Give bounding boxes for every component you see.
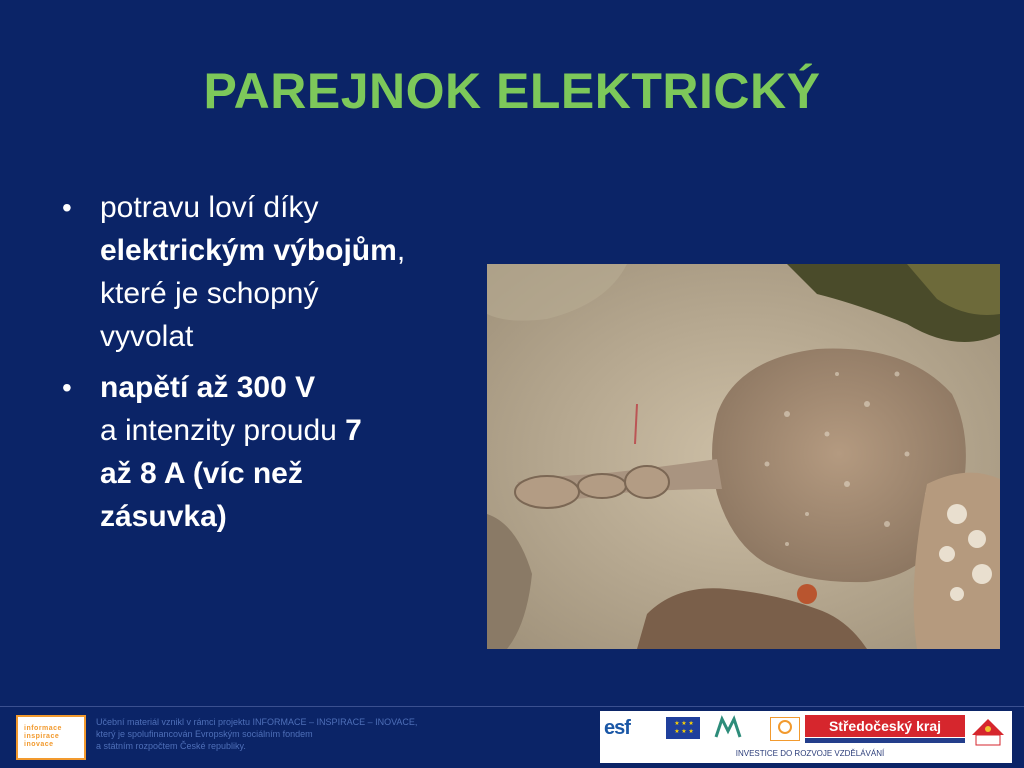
bullet-line <box>100 452 462 495</box>
slide-title: PAREJNOK ELEKTRICKÝ <box>203 63 821 119</box>
logo-word: informace <box>24 725 62 732</box>
bullet-line <box>100 409 462 452</box>
bullet-line <box>100 229 462 272</box>
bullet-text: zásuvka) <box>100 500 227 533</box>
region-banner-stripe <box>805 738 965 743</box>
bullet-text: až 8 A (víc než <box>100 457 303 490</box>
bullet-text: vyvolat <box>100 320 194 353</box>
funding-note-line: Učební materiál vznikl v rámci projektu INFORMACE – INSPIRACE – INOVACE, <box>96 717 418 727</box>
eu-flag-icon: ★ ★ ★ ★ ★ ★ <box>666 717 700 739</box>
funding-note-line: který je spolufinancován Evropským sociálním fondem <box>96 729 313 739</box>
bullet-dot: • <box>62 372 72 403</box>
bullet-text: potravu loví díky <box>100 191 319 224</box>
bullet-line <box>100 495 462 538</box>
bullet-dot: • <box>62 192 72 223</box>
bullet-item <box>62 186 462 358</box>
footer-divider <box>0 706 1024 707</box>
sponsor-logos <box>600 711 1012 763</box>
electric-ray-photo <box>487 264 1000 649</box>
funding-note-line: a státním rozpočtem České republiky. <box>96 741 246 751</box>
ministry-logo <box>712 715 762 745</box>
bullet-text: které je schopný <box>100 277 319 310</box>
bullet-text: 7 <box>345 414 362 447</box>
bullet-list <box>62 186 462 546</box>
bullet-line <box>100 186 462 229</box>
funding-note <box>96 716 476 752</box>
bullet-text: napětí až 300 V <box>100 371 316 404</box>
bullet-item <box>62 366 462 538</box>
esf-logo: esf <box>604 717 630 739</box>
bullet-line <box>100 272 462 315</box>
electric-ray-image <box>487 264 1000 649</box>
region-banner: Středočeský kraj <box>805 715 965 737</box>
logo-word: inspirace <box>24 733 60 740</box>
crest-icon <box>968 715 1008 749</box>
bullet-line <box>100 366 462 409</box>
logo-word: inovace <box>24 741 54 748</box>
op-logo <box>770 717 800 741</box>
bullet-text: a intenzity proudu <box>100 414 346 447</box>
project-logo <box>16 715 86 760</box>
bullet-line <box>100 315 462 358</box>
investment-caption: INVESTICE DO ROZVOJE VZDĚLÁVÁNÍ <box>735 749 885 758</box>
bullet-text: elektrickým výbojům <box>100 234 397 267</box>
bullet-text: , <box>396 234 406 267</box>
